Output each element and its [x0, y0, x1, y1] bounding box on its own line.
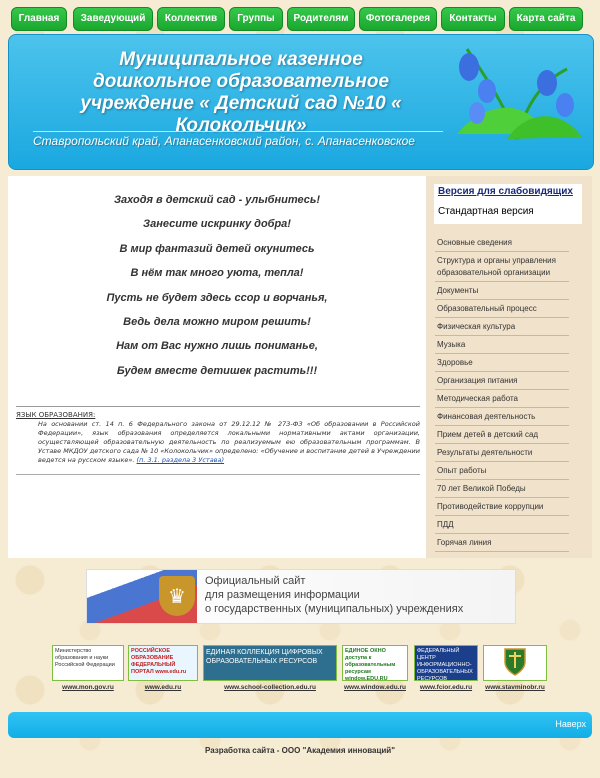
site-header — [8, 34, 594, 170]
partner-logo: ФЕДЕРАЛЬНЫЙ ЦЕНТР ИНФОРМАЦИОННО-ОБРАЗОВАТЕЛЬНЫХ РЕСУРСОВ — [414, 645, 478, 681]
welcome-poem — [8, 192, 426, 387]
version-switcher — [434, 184, 582, 224]
partner-url[interactable]: www.school-collection.edu.ru — [224, 684, 316, 691]
partner-url[interactable]: www.edu.ru — [144, 684, 182, 691]
poem-line: Нам от Вас нужно лишь пониманье, — [116, 340, 318, 353]
sidebar — [426, 176, 592, 558]
nav-gallery[interactable]: Фотогалерея — [359, 7, 437, 31]
partner-stavminobr[interactable] — [483, 645, 547, 691]
sidebar-menu — [435, 234, 569, 552]
developer-credits: Разработка сайта - ООО "Академия инноваций" — [204, 746, 396, 755]
partner-links — [0, 645, 600, 695]
top-navigation — [0, 7, 600, 31]
partner-logo: ЕДИНОЕ ОКНО доступа к образовательным ресурсам window.EDU.RU — [342, 645, 408, 681]
partner-url[interactable]: www.fcior.edu.ru — [419, 684, 473, 691]
sidebar-item-finance[interactable]: Финансовая деятельность — [435, 408, 569, 426]
bluebell-flower-icon — [447, 39, 587, 144]
poem-line: Будем вместе детишек растить!!! — [116, 364, 318, 377]
banner-text — [205, 574, 463, 616]
nav-head[interactable]: Заведующий — [73, 7, 153, 31]
stavropol-emblem-icon — [483, 645, 547, 681]
poem-line: Ведь дела можно миром решить! — [123, 315, 311, 328]
partner-url[interactable]: www.stavminobr.ru — [485, 684, 545, 691]
education-language-text — [16, 419, 420, 465]
partner-logo: РОССИЙСКОЕ ОБРАЗОВАНИЕ ФЕДЕРАЛЬНЫЙ ПОРТАЛ www.edu.ru — [128, 645, 198, 681]
charter-link[interactable]: (п. 3.1. раздела 3 Устава) — [136, 456, 225, 464]
low-vision-version-link[interactable]: Версия для слабовидящих — [438, 186, 573, 197]
nav-contacts[interactable]: Контакты — [441, 7, 505, 31]
shield-icon — [504, 648, 526, 676]
nav-home[interactable]: Главная — [11, 7, 67, 31]
partner-school-collection[interactable] — [203, 645, 337, 691]
partner-edu[interactable] — [128, 645, 198, 691]
education-language-heading: ЯЗЫК ОБРАЗОВАНИЯ: — [16, 411, 96, 419]
partner-mon[interactable] — [52, 645, 124, 691]
nav-staff[interactable]: Коллектив — [157, 7, 225, 31]
sidebar-item-documents[interactable]: Документы — [435, 282, 569, 300]
sidebar-item-experience[interactable]: Опыт работы — [435, 462, 569, 480]
banner-line: для размещения информации — [205, 589, 360, 601]
sidebar-item-anti-corruption[interactable]: Противодействие коррупции — [435, 498, 569, 516]
poem-line: Заходя в детский сад - улыбнитесь! — [113, 194, 321, 206]
coat-of-arms-icon: ♛ — [159, 576, 195, 616]
site-title: Муниципальное казенное дошкольное образовательное учреждение « Детский сад №10 « Колокольчик» — [80, 49, 402, 136]
poem-line: Занесите искринку добра! — [143, 218, 291, 231]
sidebar-item-health[interactable]: Здоровье — [435, 354, 569, 372]
education-language-section — [16, 406, 420, 465]
sidebar-item-results[interactable]: Результаты деятельности — [435, 444, 569, 462]
partner-url[interactable]: www.mon.gov.ru — [62, 684, 114, 691]
partner-url[interactable]: www.window.edu.ru — [344, 684, 406, 691]
nav-groups[interactable]: Группы — [229, 7, 283, 31]
partner-logo: ЕДИНАЯ КОЛЛЕКЦИЯ ЦИФРОВЫХ ОБРАЗОВАТЕЛЬНЫХ РЕСУРСОВ — [203, 645, 337, 681]
sidebar-item-education-process[interactable]: Образовательный процесс — [435, 300, 569, 318]
main-content — [8, 176, 426, 558]
sidebar-item-nutrition[interactable]: Организация питания — [435, 372, 569, 390]
sidebar-item-traffic-rules[interactable]: ПДД — [435, 516, 569, 534]
poem-line: В мир фантазий детей окунитесь — [119, 242, 315, 255]
bus-gov-banner[interactable] — [86, 569, 516, 624]
poem-line: В нём так много уюта, тепла! — [130, 267, 304, 280]
partner-fcior[interactable] — [414, 645, 478, 691]
education-language-body: На основании ст. 14 п. 6 Федерального закона от 29.12.12 № 273-ФЗ «Об образовании в Российской Федерации», язык образования определяется локальными нормативными актами организации, осуществляющей образовательную деятельность по реализуемым ею образовательным программам. В Уставе МКДОУ детского сада № 10 «Колокольчик» определено: «Обучение и воспитание детей в Учреждении ведется на русском языке». — [38, 420, 420, 464]
standard-version-link[interactable]: Стандартная версия — [438, 206, 534, 217]
nav-sitemap[interactable]: Карта сайта — [509, 7, 583, 31]
footer-bar — [8, 712, 592, 738]
sidebar-item-hotline[interactable]: Горячая линия — [435, 534, 569, 552]
sidebar-item-methodical-work[interactable]: Методическая работа — [435, 390, 569, 408]
sidebar-item-music[interactable]: Музыка — [435, 336, 569, 354]
back-to-top-link[interactable]: Наверх — [555, 719, 586, 729]
site-location: Ставропольский край, Апанасенковский район, с. Апанасенковское — [33, 131, 443, 148]
banner-line: о государственных (муниципальных) учреждениях — [205, 603, 464, 615]
sidebar-item-admission[interactable]: Прием детей в детский сад — [435, 426, 569, 444]
poem-line: Пусть не будет здесь ссор и ворчанья, — [106, 291, 328, 304]
partner-logo: Министерство образования и науки Российской Федерации — [52, 645, 124, 681]
section-divider — [16, 474, 420, 475]
partner-window[interactable] — [342, 645, 408, 691]
sidebar-item-physical-education[interactable]: Физическая культура — [435, 318, 569, 336]
sidebar-item-structure[interactable]: Структура и органы управления образовательной организации — [435, 252, 569, 282]
sidebar-item-basic-info[interactable]: Основные сведения — [435, 234, 569, 252]
banner-line: Официальный сайт — [205, 575, 306, 587]
nav-parents[interactable]: Родителям — [287, 7, 355, 31]
sidebar-item-victory-70[interactable]: 70 лет Великой Победы — [435, 480, 569, 498]
